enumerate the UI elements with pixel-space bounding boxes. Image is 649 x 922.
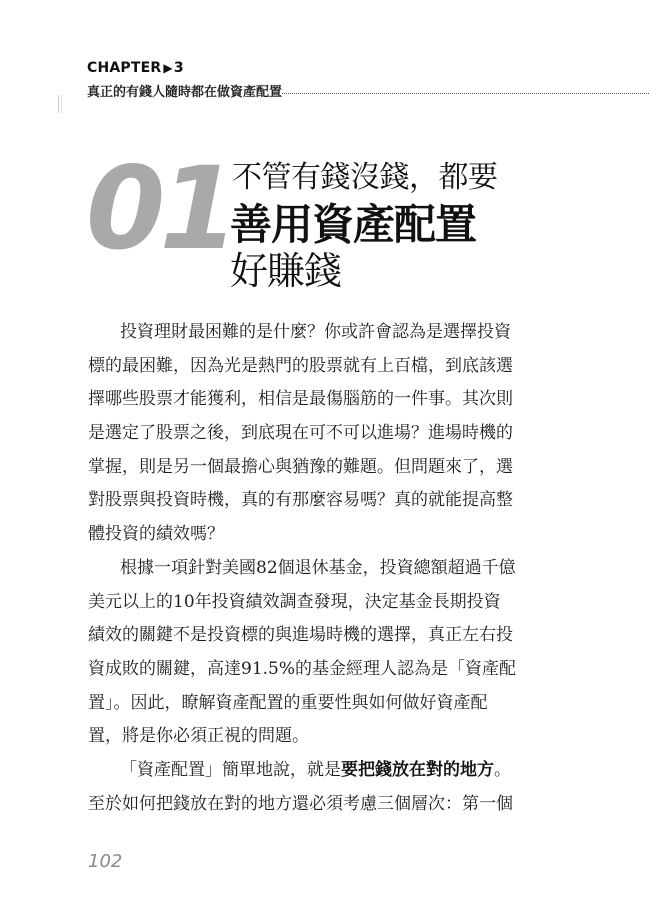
section-number: 01: [86, 142, 233, 275]
body-text-run: 。: [494, 759, 511, 780]
body-line-emphasis: [88, 754, 528, 788]
chapter-title: 真正的有錢人隨時都在做資產配置: [87, 85, 283, 100]
triangle-arrow-icon: ▶: [163, 61, 173, 75]
chapter-number: 3: [173, 60, 184, 76]
body-line: 置，將是你必須正視的問題。: [88, 726, 309, 747]
section-heading-line1: 不管有錢沒錢，都要: [232, 160, 498, 195]
header-dotted-rule: [282, 93, 649, 94]
body-text-run: 「資產配置」簡單地說，就是: [120, 759, 341, 780]
body-line: 績效的關鍵不是投資標的與進場時機的選擇，真正左右投: [88, 625, 513, 646]
body-line: 體投資的績效嗎？: [88, 524, 224, 545]
section-heading-line3: 好賺錢: [230, 249, 342, 293]
margin-mark: [58, 95, 62, 113]
body-line: 美元以上的10年投資績效調查發現，決定基金長期投資: [88, 591, 501, 612]
page-number: 102: [88, 851, 123, 872]
body-line: 標的最困難，因為光是熱門的股票就有上百檔，到底該選: [88, 355, 513, 376]
body-line: 是選定了股票之後，到底現在可不可以進場？進場時機的: [88, 423, 513, 444]
body-line: 置」。因此，瞭解資產配置的重要性與如何做好資產配: [88, 692, 488, 713]
body-line: 至於如何把錢放在對的地方還必須考慮三個層次：第一個: [88, 793, 513, 814]
body-text: [88, 316, 528, 821]
body-line: 資成敗的關鍵，高達91.5%的基金經理人認為是「資產配: [88, 658, 517, 679]
body-line: 掌握，則是另一個最擔心與猶豫的難題。但問題來了，選: [88, 456, 513, 477]
chapter-label: [87, 60, 184, 76]
body-line: 投資理財最困難的是什麼？你或許會認為是選擇投資: [120, 322, 511, 342]
body-line: 對股票與投資時機，真的有那麼容易嗎？真的就能提高整: [88, 490, 513, 511]
body-line: 根據一項針對美國82個退休基金，投資總額超過千億: [120, 557, 516, 578]
body-line: 擇哪些股票才能獲利，相信是最傷腦筋的一件事。其次則: [88, 389, 513, 410]
chapter-text: CHAPTER: [87, 60, 162, 76]
section-heading-line2: 善用資產配置: [230, 200, 477, 249]
emphasis-text: 要把錢放在對的地方: [341, 759, 494, 780]
